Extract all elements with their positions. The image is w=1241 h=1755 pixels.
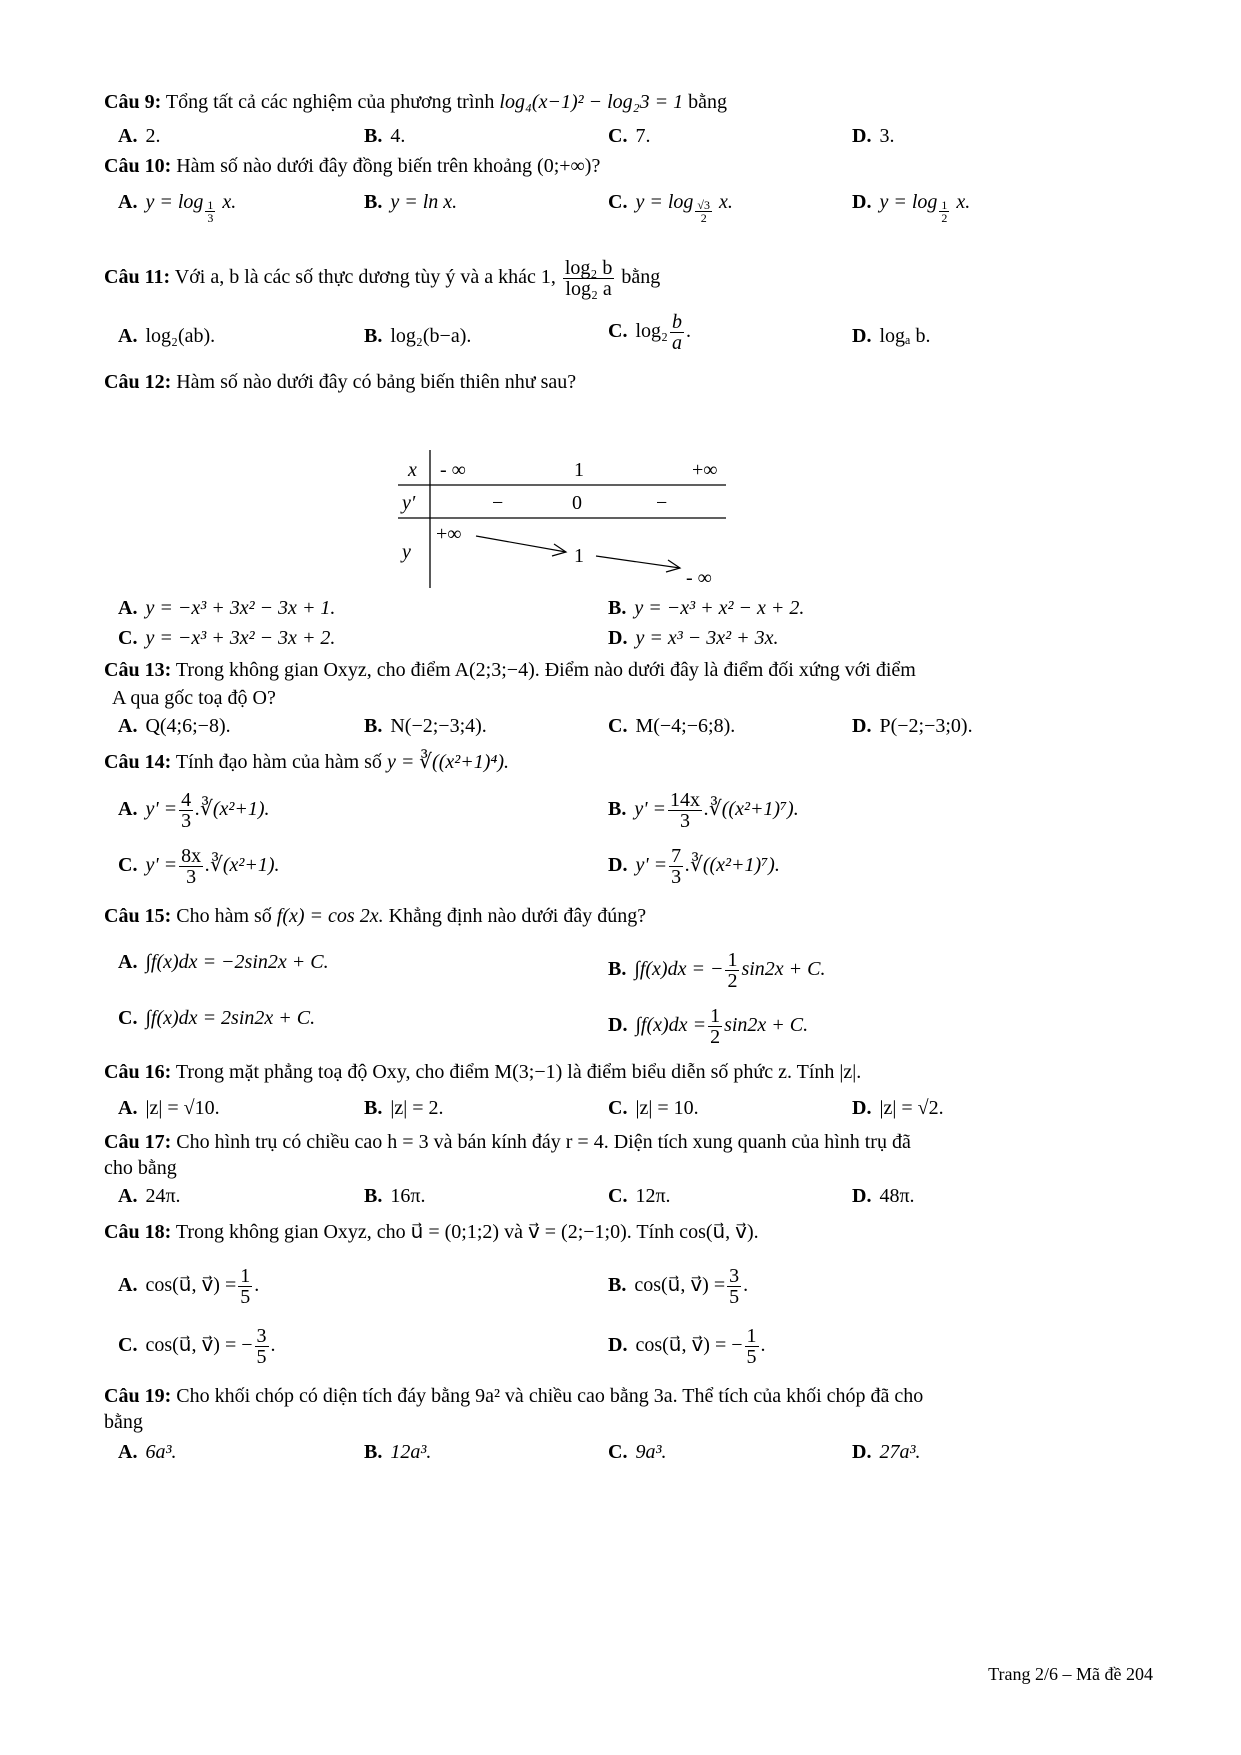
question-label: Câu 14: [104,751,172,773]
question-label: Câu 9: [104,91,162,113]
decrease-arrow [596,556,680,572]
question-label: Câu 13: [104,659,172,681]
q18-option-d[interactable]: D. cos(u⃗, v⃗) = − $\frac{1}{5}$ . [608,1325,766,1368]
x-value: +∞ [692,459,718,481]
question-10 [104,154,600,178]
question-text: Trong không gian Oxyz, cho u⃗ = (0;1;2) và v⃗ = (2;−1;0). Tính cos(u⃗, v⃗). [175,1221,759,1243]
question-math: f(x) = cos 2x. [276,905,384,927]
question-text: Cho hình trụ có chiều cao h = 3 và bán kính đáy r = 4. Diện tích xung quanh của hình trụ đã [176,1131,911,1153]
q13-option-c[interactable]: C. M(−4;−6;8). [608,715,736,737]
q12-option-d[interactable]: D. y = x³ − 3x² + 3x. [608,627,779,649]
y-value: 1 [574,545,584,567]
q9-option-c[interactable]: C. 7. [608,125,651,147]
question-13 [104,658,916,682]
q16-option-c[interactable]: C. |z| = 10. [608,1097,699,1119]
question-18 [104,1220,759,1244]
q15-option-d[interactable]: D. ∫f(x)dx = $\frac{1}{2}$ sin2x + C. [608,1005,809,1048]
decrease-arrow [476,536,566,556]
q11-option-a[interactable]: A. log₂(ab). [118,325,216,347]
question-12 [104,370,576,394]
question-13-cont: A qua gốc toạ độ O? [112,687,276,709]
q10-option-d[interactable]: D. y = log $\frac{1}{2}$ x. [852,191,971,225]
question-17-cont: cho bằng [104,1157,177,1179]
question-label: Câu 17: [104,1131,172,1153]
question-math: y = ∛((x²+1)⁴). [386,751,510,773]
q16-option-d[interactable]: D. |z| = √2. [852,1097,944,1119]
yprime-value: − [492,492,504,514]
question-tail: bằng [688,91,727,113]
yprime-value: 0 [572,492,582,514]
q13-option-a[interactable]: A. Q(4;6;−8). [118,715,231,737]
question-label: Câu 10: [104,155,172,177]
question-text: Với a, b là các số thực dương tùy ý và a khác 1, [174,266,556,289]
question-14 [104,750,509,774]
q19-option-c[interactable]: C. 9a³. [608,1441,667,1463]
x-value: - ∞ [440,459,466,481]
q10-option-b[interactable]: B. y = ln x. [364,191,458,213]
question-label: Câu 16: [104,1061,172,1083]
question-15 [104,904,646,928]
q10-option-c[interactable]: C. y = log $\frac{√3}{2}$ x. [608,191,733,225]
question-math: log₄(x−1)² − log₂3 = 1 [499,91,684,113]
question-11 [104,258,660,299]
q15-option-c[interactable]: C. ∫f(x)dx = 2sin2x + C. [118,1007,316,1029]
q14-option-c[interactable]: C. y' = $\frac{8x}{3}$ .∛(x²+1). [118,845,280,888]
question-label: Câu 15: [104,905,172,927]
q11-option-c[interactable]: C. log₂ $\frac{b}{a}$ . [608,311,691,354]
question-text: Trong mặt phẳng toạ độ Oxy, cho điểm M(3;−1) là điểm biểu diễn số phức z. Tính |z|. [175,1061,862,1083]
question-9 [104,90,727,114]
q17-option-d[interactable]: D. 48π. [852,1185,915,1207]
q10-option-a[interactable]: A. y = log $\frac{1}{3}$ x. [118,191,237,225]
q15-option-b[interactable]: B. ∫f(x)dx = − $\frac{1}{2}$ sin2x + C. [608,949,826,992]
q12-option-b[interactable]: B. y = −x³ + x² − x + 2. [608,597,805,619]
question-17 [104,1130,911,1154]
question-text: Trong không gian Oxyz, cho điểm A(2;3;−4). Điểm nào dưới đây là điểm đối xứng với điểm [175,659,916,681]
question-label: Câu 18: [104,1221,172,1243]
q15-option-a[interactable]: A. ∫f(x)dx = −2sin2x + C. [118,951,329,973]
y-value: - ∞ [686,567,712,589]
q18-option-c[interactable]: C. cos(u⃗, v⃗) = − $\frac{3}{5}$ . [118,1325,276,1368]
q13-option-d[interactable]: D. P(−2;−3;0). [852,715,973,737]
page-footer: Trang 2/6 – Mã đề 204 [988,1664,1153,1684]
question-label: Câu 12: [104,371,172,393]
q13-option-b[interactable]: B. N(−2;−3;4). [364,715,487,737]
q14-option-b[interactable]: B. y' = $\frac{14x}{3}$ .∛((x²+1)⁷). [608,789,799,832]
yprime-value: − [656,492,668,514]
question-text: Cho khối chóp có diện tích đáy bằng 9a² và chiều cao bằng 3a. Thể tích của khối chóp đã cho [176,1385,924,1407]
q18-option-b[interactable]: B. cos(u⃗, v⃗) = $\frac{3}{5}$ . [608,1265,749,1308]
row-label-y: y [402,541,411,563]
q19-option-d[interactable]: D. 27a³. [852,1441,921,1463]
q11-option-b[interactable]: B. log₂(b−a). [364,325,472,347]
q9-option-d[interactable]: D. 3. [852,125,895,147]
q14-option-d[interactable]: D. y' = $\frac{7}{3}$ .∛((x²+1)⁷). [608,845,780,888]
q14-option-a[interactable]: A. y' = $\frac{4}{3}$ .∛(x²+1). [118,789,270,832]
question-19-cont: bằng [104,1411,143,1433]
question-text: Tính đạo hàm của hàm số [175,751,382,773]
q16-option-a[interactable]: A. |z| = √10. [118,1097,220,1119]
x-value: 1 [574,459,584,481]
question-label: Câu 19: [104,1385,172,1407]
question-math: (0;+∞)? [537,155,601,177]
q9-option-a[interactable]: A. 2. [118,125,161,147]
row-label-yprime: y′ [402,492,416,514]
q19-option-b[interactable]: B. 12a³. [364,1441,432,1463]
row-label-x: x [408,459,417,481]
q17-option-b[interactable]: B. 16π. [364,1185,426,1207]
question-label: Câu 11: [104,266,171,289]
question-tail: Khẳng định nào dưới đây đúng? [388,905,647,927]
question-fraction: $\frac{\text{log₂ b}}{\text{log₂ a}}$ [564,257,613,300]
variation-table [402,456,730,592]
question-16 [104,1060,861,1084]
q17-option-c[interactable]: C. 12π. [608,1185,671,1207]
question-text: Hàm số nào dưới đây có bảng biến thiên như sau? [176,371,577,393]
question-text: Cho hàm số [176,905,272,927]
question-19 [104,1384,923,1408]
y-value: +∞ [436,523,462,545]
q16-option-b[interactable]: B. |z| = 2. [364,1097,444,1119]
q12-option-c[interactable]: C. y = −x³ + 3x² − 3x + 2. [118,627,336,649]
question-text: Tổng tất cả các nghiệm của phương trình [165,91,495,113]
q12-option-a[interactable]: A. y = −x³ + 3x² − 3x + 1. [118,597,336,619]
question-tail: bằng [621,266,661,289]
q17-option-a[interactable]: A. 24π. [118,1185,181,1207]
question-text: Hàm số nào dưới đây đồng biến trên khoảng [176,155,533,177]
q11-option-d[interactable]: D. logₐ b. [852,325,931,347]
q9-option-b[interactable]: B. 4. [364,125,406,147]
q18-option-a[interactable]: A. cos(u⃗, v⃗) = $\frac{1}{5}$ . [118,1265,260,1308]
q19-option-a[interactable]: A. 6a³. [118,1441,177,1463]
